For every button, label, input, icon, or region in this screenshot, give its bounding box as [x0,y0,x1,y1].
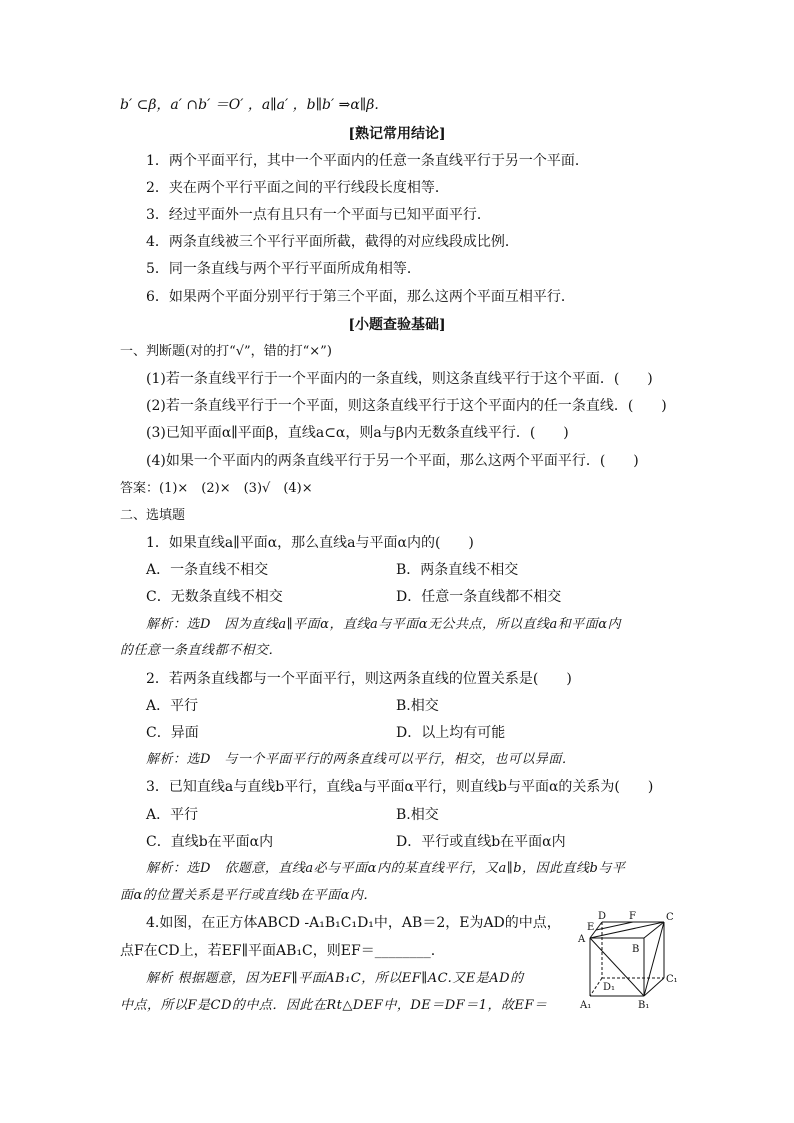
hidden-edge-d1a1 [590,978,602,996]
label-d1: D₁ [603,982,616,993]
fill-choice-heading: 二、选填题 [120,508,186,523]
label-f: F [629,911,636,922]
conclusion-3: 3．经过平面外一点有且只有一个平面与已知平面平行． [146,207,491,223]
q1-option-d: D．任意一条直线都不相交 [396,589,562,605]
q1-explanation-line2: 的任意一条直线都不相交． [120,643,283,658]
label-b1: B₁ [638,1000,650,1011]
cube-figure [570,908,680,1012]
conclusion-2: 2．夹在两个平行平面之间的平行线段长度相等． [146,180,449,196]
edge-b1c1 [644,978,664,996]
diagonal-ac [590,922,664,938]
label-b: B [632,944,640,955]
q1-option-b: B．两条直线不相交 [396,562,519,578]
label-a1: A₁ [580,1000,592,1011]
q1-option-a: A．一条直线不相交 [146,562,269,578]
label-d: D [598,911,607,922]
section-title-conclusions: [熟记常用结论] [348,126,446,142]
q4-stem-line2: 点F在CD上，若EF∥平面AB₁C，则EF＝________. [120,943,436,959]
q1-explanation-line1: 解析：选D 因为直线a∥平面α，直线a与平面α无公共点，所以直线a和平面α内 [146,617,622,632]
label-a: A [578,934,586,945]
q4-stem-line1: 4.如图，在正方体ABCD -A₁B₁C₁D₁中，AB＝2，E为AD的中点， [146,915,561,931]
q1-stem: 1．如果直线a∥平面α，那么直线a与平面α内的( ) [146,535,474,551]
q2-option-c: C．异面 [146,725,199,741]
q4-explanation-line2: 中点，所以F是CD的中点．因此在Rt△DEF中，DE＝DF＝1，故EF＝ [120,998,548,1013]
q2-option-d: D．以上均有可能 [396,725,506,741]
q3-option-b: B.相交 [396,807,439,823]
q3-explanation-line1: 解析：选D 依题意，直线a必与平面α内的某直线平行，又a∥b，因此直线b与平 [146,861,626,876]
label-c: C [666,912,674,923]
judgement-heading: 一、判断题(对的打“√”，错的打“×”) [120,344,332,359]
conclusion-4: 4．两条直线被三个平行平面所截，截得的对应线段成比例． [146,234,519,250]
conclusion-1: 1．两个平面平行，其中一个平面内的任意一条直线平行于另一个平面． [146,153,589,169]
q4-explanation-line1: 解析 根据题意，因为EF∥平面AB₁C，所以EF∥AC.又E是AD的 [146,971,524,986]
section-title-basics: [小题查验基础] [348,317,446,333]
judgement-4: (4)如果一个平面内的两条直线平行于另一个平面，那么这两个平面平行．( ) [146,453,639,469]
label-c1: C₁ [666,974,678,985]
top-line: b′ ⊂β，a′ ∩b′ ＝O′ ，a∥a′ ，b∥b′ ⇒α∥β. [120,97,379,113]
q2-explanation: 解析：选D 与一个平面平行的两条直线可以平行，相交，也可以异面． [146,752,576,767]
conclusion-5: 5．同一条直线与两个平行平面所成角相等． [146,261,421,277]
judgement-3: (3)已知平面α∥平面β，直线a⊂α，则a与β内无数条直线平行．( ) [146,425,569,441]
judgement-1: (1)若一条直线平行于一个平面内的一条直线，则这条直线平行于这个平面．( ) [146,371,653,387]
q2-stem: 2．若两条直线都与一个平面平行，则这两条直线的位置关系是( ) [146,671,572,687]
q3-stem: 3．已知直线a与直线b平行，直线a与平面α平行，则直线b与平面α的关系为( ) [146,779,654,795]
q3-option-c: C．直线b在平面α内 [146,834,274,850]
judgement-2: (2)若一条直线平行于一个平面，则这条直线平行于这个平面内的任一条直线．( ) [146,398,667,414]
diagonal-cb1 [644,922,664,996]
q2-option-b: B.相交 [396,698,439,714]
q3-option-a: A．平行 [146,807,199,823]
q3-explanation-line2: 面α的位置关系是平行或直线b在平面α内． [120,888,377,903]
label-e: E [587,922,595,933]
q2-option-a: A．平行 [146,698,199,714]
q1-option-c: C．无数条直线不相交 [146,589,283,605]
judgement-answers: 答案：(1)× (2)× (3)√ (4)× [120,481,313,496]
q3-option-d: D．平行或直线b在平面α内 [396,834,566,850]
conclusion-6: 6．如果两个平面分别平行于第三个平面，那么这两个平面互相平行． [146,289,575,305]
